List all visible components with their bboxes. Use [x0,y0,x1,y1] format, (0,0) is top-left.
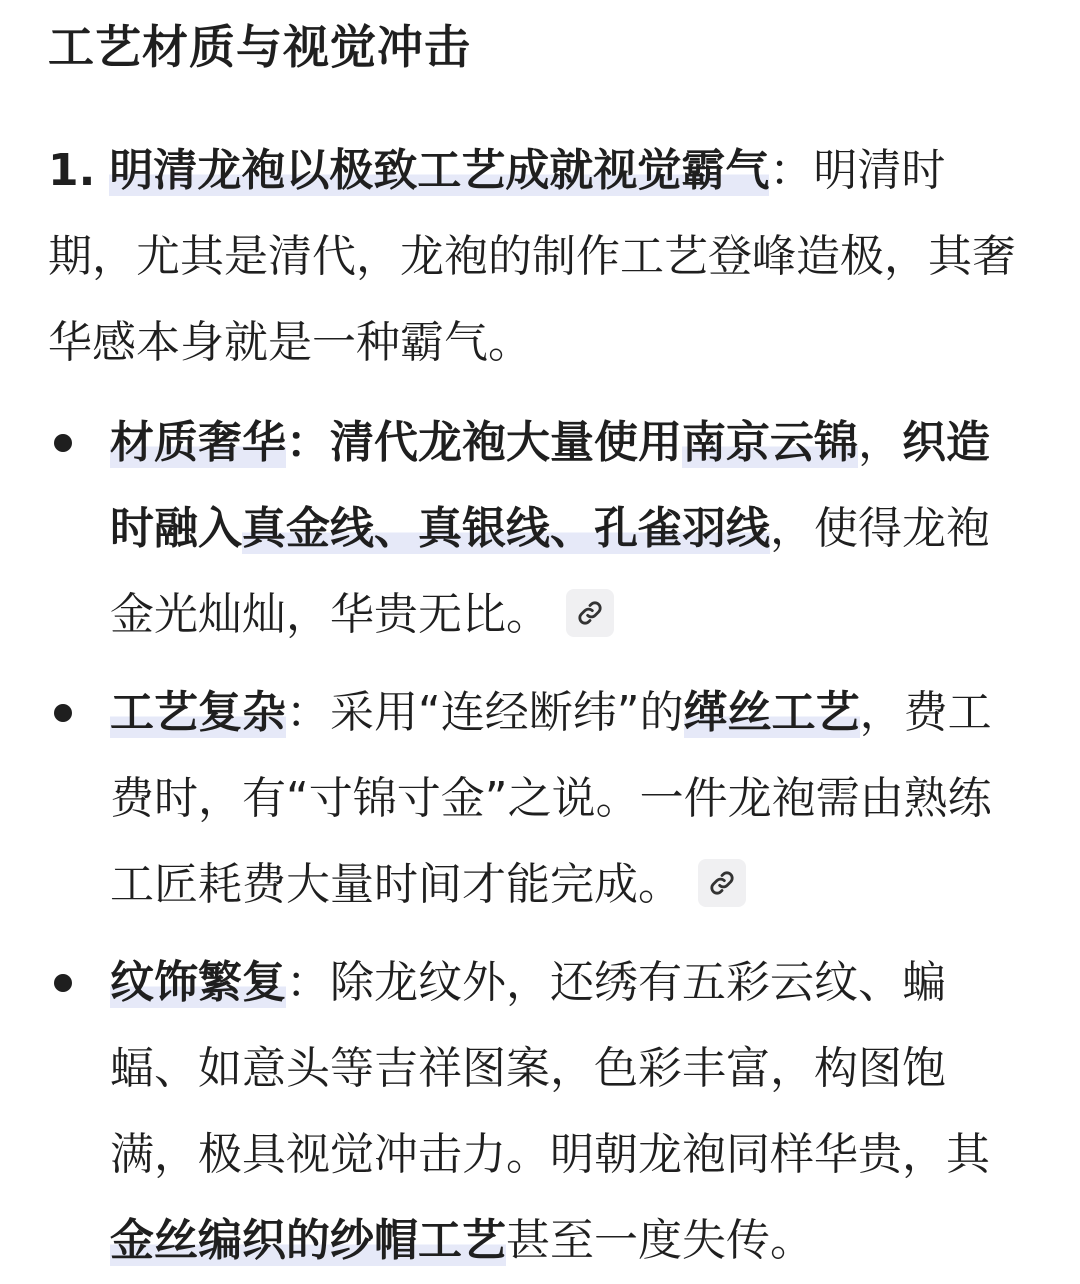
bullet-label: 工艺复杂 [110,687,286,738]
bullet-text: ， [858,417,902,468]
point-number: 1. [48,145,96,196]
bullet-item-pattern [110,940,1030,1284]
link-icon [576,599,604,627]
bullet-label: 材质奢华 [110,417,286,468]
point-1-paragraph [48,128,1023,386]
point-colon: ： [769,145,814,196]
highlight-text: 缂丝工艺 [683,687,860,738]
bullet-label: 纹饰繁复 [110,957,286,1008]
bullet-dot [54,974,72,992]
highlight-text: 南京云锦 [682,417,858,468]
point-title: 明清龙袍以极致工艺成就视觉霸气 [109,145,770,196]
bullet-item-craft [110,670,1030,928]
section-heading: 工艺材质与视觉冲击 [48,20,471,74]
bullet-item-material [110,400,1030,658]
bullet-text: 采用“连经断纬”的 [330,687,684,738]
bullet-text: 织造时融入 [110,417,990,554]
bullet-colon: ： [286,687,330,738]
highlight-text: 真金线、真银线、孔雀羽线 [242,503,770,554]
bullet-dot [54,434,72,452]
bullet-text: ，费工费时，有“寸锦寸金”之说。一件龙袍需由熟练工匠耗费大量时间才能完成。 [110,687,992,910]
bullet-colon: ： [286,957,330,1008]
bullet-text: ，使得龙袍金光灿灿，华贵无比。 [110,503,990,640]
link-icon [708,869,736,897]
source-link-button[interactable] [566,589,614,637]
bullet-colon: ： [286,417,330,468]
highlight-text: 金丝编织的纱帽工艺 [110,1215,506,1266]
point-text: 明清时期，尤其是清代，龙袍的制作工艺登峰造极，其奢华感本身就是一种霸气。 [48,145,1016,368]
bullet-text: 除龙纹外，还绣有五彩云纹、蝙蝠、如意头等吉祥图案，色彩丰富，构图饱满，极具视觉冲击力。明朝龙袍同样华贵，其 [110,957,990,1180]
source-link-button[interactable] [698,859,746,907]
bullet-dot [54,704,72,722]
bullet-text: 甚至一度失传。 [506,1215,814,1266]
bullet-text: 清代龙袍大量使用 [330,417,682,468]
